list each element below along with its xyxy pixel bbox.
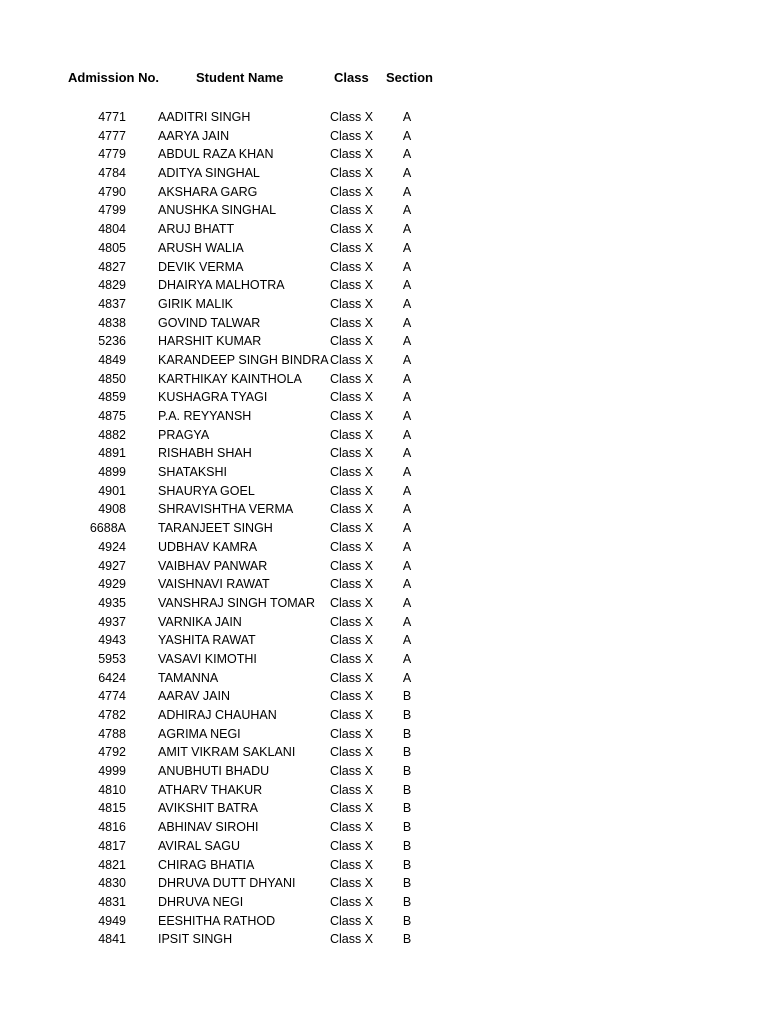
section-cell: A [402, 670, 412, 685]
class-cell: Class X [330, 595, 374, 610]
admission-no-cell: 4799 [98, 203, 126, 218]
class-cell: Class X [330, 539, 374, 554]
header-admission-no: Admission No. [68, 70, 160, 85]
admission-no-cell: 4841 [98, 932, 126, 947]
table-row [0, 351, 768, 370]
class-cell: Class X [330, 820, 374, 835]
table-row [0, 332, 768, 351]
admission-no-cell: 4882 [98, 427, 126, 442]
section-cell: B [402, 764, 412, 779]
student-name-cell: GIRIK MALIK [158, 296, 234, 311]
student-name-cell: ANUSHKA SINGHAL [158, 203, 277, 218]
class-cell: Class X [330, 745, 374, 760]
class-cell: Class X [330, 166, 374, 181]
student-name-cell: UDBHAV KAMRA [158, 539, 258, 554]
student-name-cell: KARTHIKAY KAINTHOLA [158, 371, 302, 386]
table-row [0, 239, 768, 258]
student-name-cell: AMIT VIKRAM SAKLANI [158, 745, 296, 760]
admission-no-cell: 4924 [98, 539, 126, 554]
admission-no-cell: 4901 [98, 483, 126, 498]
admission-no-cell: 6424 [98, 670, 126, 685]
table-row [0, 930, 768, 949]
section-cell: A [402, 147, 412, 162]
student-name-cell: SHATAKSHI [158, 465, 227, 480]
class-cell: Class X [330, 670, 374, 685]
student-name-cell: P.A. REYYANSH [158, 409, 252, 423]
table-row [0, 407, 768, 426]
table-row [0, 164, 768, 183]
table-row [0, 258, 768, 277]
section-cell: A [402, 371, 412, 386]
admission-no-cell: 4827 [98, 259, 126, 274]
student-name-cell: ADITYA SINGHAL [158, 166, 260, 181]
section-cell: B [402, 876, 412, 891]
student-name-cell: YASHITA RAWAT [158, 633, 256, 648]
table-row [0, 575, 768, 594]
student-name-cell: AGRIMA NEGI [158, 726, 241, 741]
admission-no-cell: 4817 [98, 838, 126, 853]
class-cell: Class X [330, 147, 374, 162]
class-cell: Class X [330, 222, 374, 237]
table-row [0, 762, 768, 781]
table-row [0, 650, 768, 669]
admission-no-cell: 4829 [98, 278, 126, 293]
class-cell: Class X [330, 857, 374, 872]
admission-no-cell: 4875 [98, 409, 126, 423]
table-row [0, 799, 768, 818]
class-cell: Class X [330, 577, 374, 592]
class-cell: Class X [330, 502, 374, 517]
student-name-cell: VAISHNAVI RAWAT [158, 577, 270, 592]
student-name-cell: AADITRI SINGH [158, 110, 251, 124]
table-row [0, 183, 768, 202]
student-name-cell: GOVIND TALWAR [158, 315, 261, 330]
table-row [0, 893, 768, 912]
section-cell: B [402, 708, 412, 722]
admission-no-cell: 4810 [98, 782, 126, 797]
table-body [0, 108, 768, 949]
table-row [0, 220, 768, 239]
table-row [0, 669, 768, 688]
section-cell: A [402, 502, 412, 517]
table-row [0, 538, 768, 557]
table-row [0, 388, 768, 407]
section-cell: A [402, 483, 412, 498]
class-cell: Class X [330, 334, 374, 349]
class-cell: Class X [330, 371, 374, 386]
admission-no-cell: 4849 [98, 352, 126, 367]
admission-no-cell: 4999 [98, 764, 126, 779]
table-row [0, 725, 768, 744]
table-row [0, 127, 768, 146]
student-name-cell: VANSHRAJ SINGH TOMAR [158, 595, 315, 610]
section-cell: A [402, 558, 412, 573]
admission-no-cell: 4831 [98, 894, 126, 909]
student-name-cell: DEVIK VERMA [158, 259, 244, 274]
table-row [0, 781, 768, 800]
class-cell: Class X [330, 296, 374, 311]
student-name-cell: IPSIT SINGH [158, 932, 233, 947]
table-row [0, 856, 768, 875]
admission-no-cell: 4935 [98, 595, 126, 610]
admission-no-cell: 4816 [98, 820, 126, 835]
student-name-cell: HARSHIT KUMAR [158, 334, 262, 349]
admission-no-cell: 4779 [98, 147, 126, 162]
class-cell: Class X [330, 446, 374, 461]
class-cell: Class X [330, 278, 374, 293]
admission-no-cell: 4859 [98, 390, 126, 405]
admission-no-cell: 4830 [98, 876, 126, 891]
student-name-cell: VASAVI KIMOTHI [158, 651, 257, 666]
class-cell: Class X [330, 633, 374, 648]
section-cell: A [402, 128, 412, 143]
class-cell: Class X [330, 259, 374, 274]
class-cell: Class X [330, 876, 374, 891]
section-cell: A [402, 465, 412, 480]
admission-no-cell: 4837 [98, 296, 126, 311]
class-cell: Class X [330, 427, 374, 442]
table-row [0, 613, 768, 632]
section-cell: A [402, 614, 412, 629]
student-name-cell: ABHINAV SIROHI [158, 820, 259, 835]
table-row [0, 557, 768, 576]
admission-no-cell: 4782 [98, 708, 126, 722]
section-cell: B [402, 913, 412, 928]
table-row [0, 594, 768, 613]
admission-no-cell: 6688A [89, 521, 126, 536]
class-cell: Class X [330, 465, 374, 480]
class-cell: Class X [330, 708, 374, 722]
section-cell: A [402, 539, 412, 554]
class-cell: Class X [330, 614, 374, 629]
class-cell: Class X [330, 483, 374, 498]
table-row [0, 276, 768, 295]
section-cell: A [402, 259, 412, 274]
student-name-cell: ABDUL RAZA KHAN [158, 147, 274, 162]
table-row [0, 631, 768, 650]
admission-no-cell: 4899 [98, 465, 126, 480]
section-cell: B [402, 726, 412, 741]
section-cell: B [402, 689, 412, 704]
admission-no-cell: 4790 [98, 184, 126, 199]
student-name-cell: ARUSH WALIA [158, 240, 244, 255]
admission-no-cell: 4937 [98, 614, 126, 629]
admission-no-cell: 4777 [98, 128, 126, 143]
student-name-cell: KARANDEEP SINGH BINDRA [158, 352, 329, 367]
student-name-cell: VAIBHAV PANWAR [158, 558, 268, 573]
student-name-cell: ATHARV THAKUR [158, 782, 263, 797]
table-row [0, 706, 768, 725]
student-name-cell: SHRAVISHTHA VERMA [158, 502, 294, 517]
admission-no-cell: 5953 [98, 651, 126, 666]
section-cell: B [402, 932, 412, 947]
admission-no-cell: 4784 [98, 166, 126, 181]
class-cell: Class X [330, 110, 374, 124]
student-name-cell: AVIRAL SAGU [158, 838, 240, 853]
section-cell: A [402, 184, 412, 199]
class-cell: Class X [330, 838, 374, 853]
class-cell: Class X [330, 651, 374, 666]
section-cell: A [402, 110, 412, 124]
header-student-name: Student Name [196, 70, 284, 85]
class-cell: Class X [330, 184, 374, 199]
student-name-cell: CHIRAG BHATIA [158, 857, 255, 872]
section-cell: A [402, 222, 412, 237]
section-cell: A [402, 651, 412, 666]
admission-no-cell: 4891 [98, 446, 126, 461]
section-cell: B [402, 894, 412, 909]
student-name-cell: VARNIKA JAIN [158, 614, 242, 629]
table-row [0, 912, 768, 931]
student-name-cell: TARANJEET SINGH [158, 521, 273, 536]
section-cell: B [402, 782, 412, 797]
admission-no-cell: 4792 [98, 745, 126, 760]
section-cell: A [402, 296, 412, 311]
table-row [0, 837, 768, 856]
section-cell: A [402, 521, 412, 536]
class-cell: Class X [330, 894, 374, 909]
student-name-cell: PRAGYA [158, 427, 210, 442]
admission-no-cell: 5236 [98, 334, 126, 349]
table-row [0, 482, 768, 501]
student-name-cell: KUSHAGRA TYAGI [158, 390, 268, 405]
admission-no-cell: 4927 [98, 558, 126, 573]
section-cell: B [402, 801, 412, 816]
admission-no-cell: 4949 [98, 913, 126, 928]
student-name-cell: EESHITHA RATHOD [158, 913, 276, 928]
student-name-cell: ARUJ BHATT [158, 222, 235, 237]
admission-no-cell: 4788 [98, 726, 126, 741]
admission-no-cell: 4838 [98, 315, 126, 330]
table-row [0, 500, 768, 519]
admission-no-cell: 4815 [98, 801, 126, 816]
table-row [0, 295, 768, 314]
student-name-cell: ANUBHUTI BHADU [158, 764, 270, 779]
admission-no-cell: 4804 [98, 222, 126, 237]
table-header [0, 70, 768, 90]
section-cell: A [402, 595, 412, 610]
class-cell: Class X [330, 240, 374, 255]
table-row [0, 145, 768, 164]
class-cell: Class X [330, 801, 374, 816]
table-row [0, 314, 768, 333]
table-row [0, 201, 768, 220]
table-row [0, 108, 768, 127]
section-cell: A [402, 352, 412, 367]
class-cell: Class X [330, 315, 374, 330]
section-cell: A [402, 334, 412, 349]
section-cell: A [402, 278, 412, 293]
table-row [0, 743, 768, 762]
student-name-cell: RISHABH SHAH [158, 446, 252, 461]
section-cell: A [402, 427, 412, 442]
class-cell: Class X [330, 128, 374, 143]
class-cell: Class X [330, 932, 374, 947]
class-cell: Class X [330, 390, 374, 405]
table-row [0, 818, 768, 837]
table-row [0, 463, 768, 482]
admission-no-cell: 4850 [98, 371, 126, 386]
admission-no-cell: 4908 [98, 502, 126, 517]
student-name-cell: DHRUVA DUTT DHYANI [158, 876, 296, 891]
student-name-cell: AARYA JAIN [158, 128, 230, 143]
class-cell: Class X [330, 352, 374, 367]
section-cell: B [402, 857, 412, 872]
section-cell: A [402, 577, 412, 592]
class-cell: Class X [330, 782, 374, 797]
student-name-cell: AKSHARA GARG [158, 184, 258, 199]
table-row [0, 426, 768, 445]
table-row [0, 874, 768, 893]
student-name-cell: ADHIRAJ CHAUHAN [158, 708, 277, 722]
student-name-cell: DHAIRYA MALHOTRA [158, 278, 285, 293]
section-cell: A [402, 240, 412, 255]
table-row [0, 687, 768, 706]
header-class: Class [334, 70, 369, 85]
class-cell: Class X [330, 726, 374, 741]
section-cell: A [402, 409, 412, 423]
class-cell: Class X [330, 913, 374, 928]
section-cell: A [402, 203, 412, 218]
class-cell: Class X [330, 764, 374, 779]
section-cell: A [402, 315, 412, 330]
admission-no-cell: 4821 [98, 857, 126, 872]
section-cell: A [402, 633, 412, 648]
section-cell: A [402, 446, 412, 461]
class-cell: Class X [330, 203, 374, 218]
section-cell: A [402, 166, 412, 181]
section-cell: B [402, 820, 412, 835]
admission-no-cell: 4929 [98, 577, 126, 592]
class-cell: Class X [330, 521, 374, 536]
student-name-cell: DHRUVA NEGI [158, 894, 244, 909]
table-row [0, 444, 768, 463]
admission-no-cell: 4771 [98, 110, 126, 124]
table-row [0, 370, 768, 389]
section-cell: B [402, 838, 412, 853]
class-cell: Class X [330, 409, 374, 423]
student-name-cell: AARAV JAIN [158, 689, 231, 704]
admission-no-cell: 4774 [98, 689, 126, 704]
student-name-cell: TAMANNA [158, 670, 219, 685]
header-section: Section [386, 70, 433, 85]
section-cell: B [402, 745, 412, 760]
class-cell: Class X [330, 689, 374, 704]
student-name-cell: SHAURYA GOEL [158, 483, 255, 498]
class-cell: Class X [330, 558, 374, 573]
admission-no-cell: 4943 [98, 633, 126, 648]
table-row [0, 519, 768, 538]
admission-no-cell: 4805 [98, 240, 126, 255]
section-cell: A [402, 390, 412, 405]
student-name-cell: AVIKSHIT BATRA [158, 801, 259, 816]
